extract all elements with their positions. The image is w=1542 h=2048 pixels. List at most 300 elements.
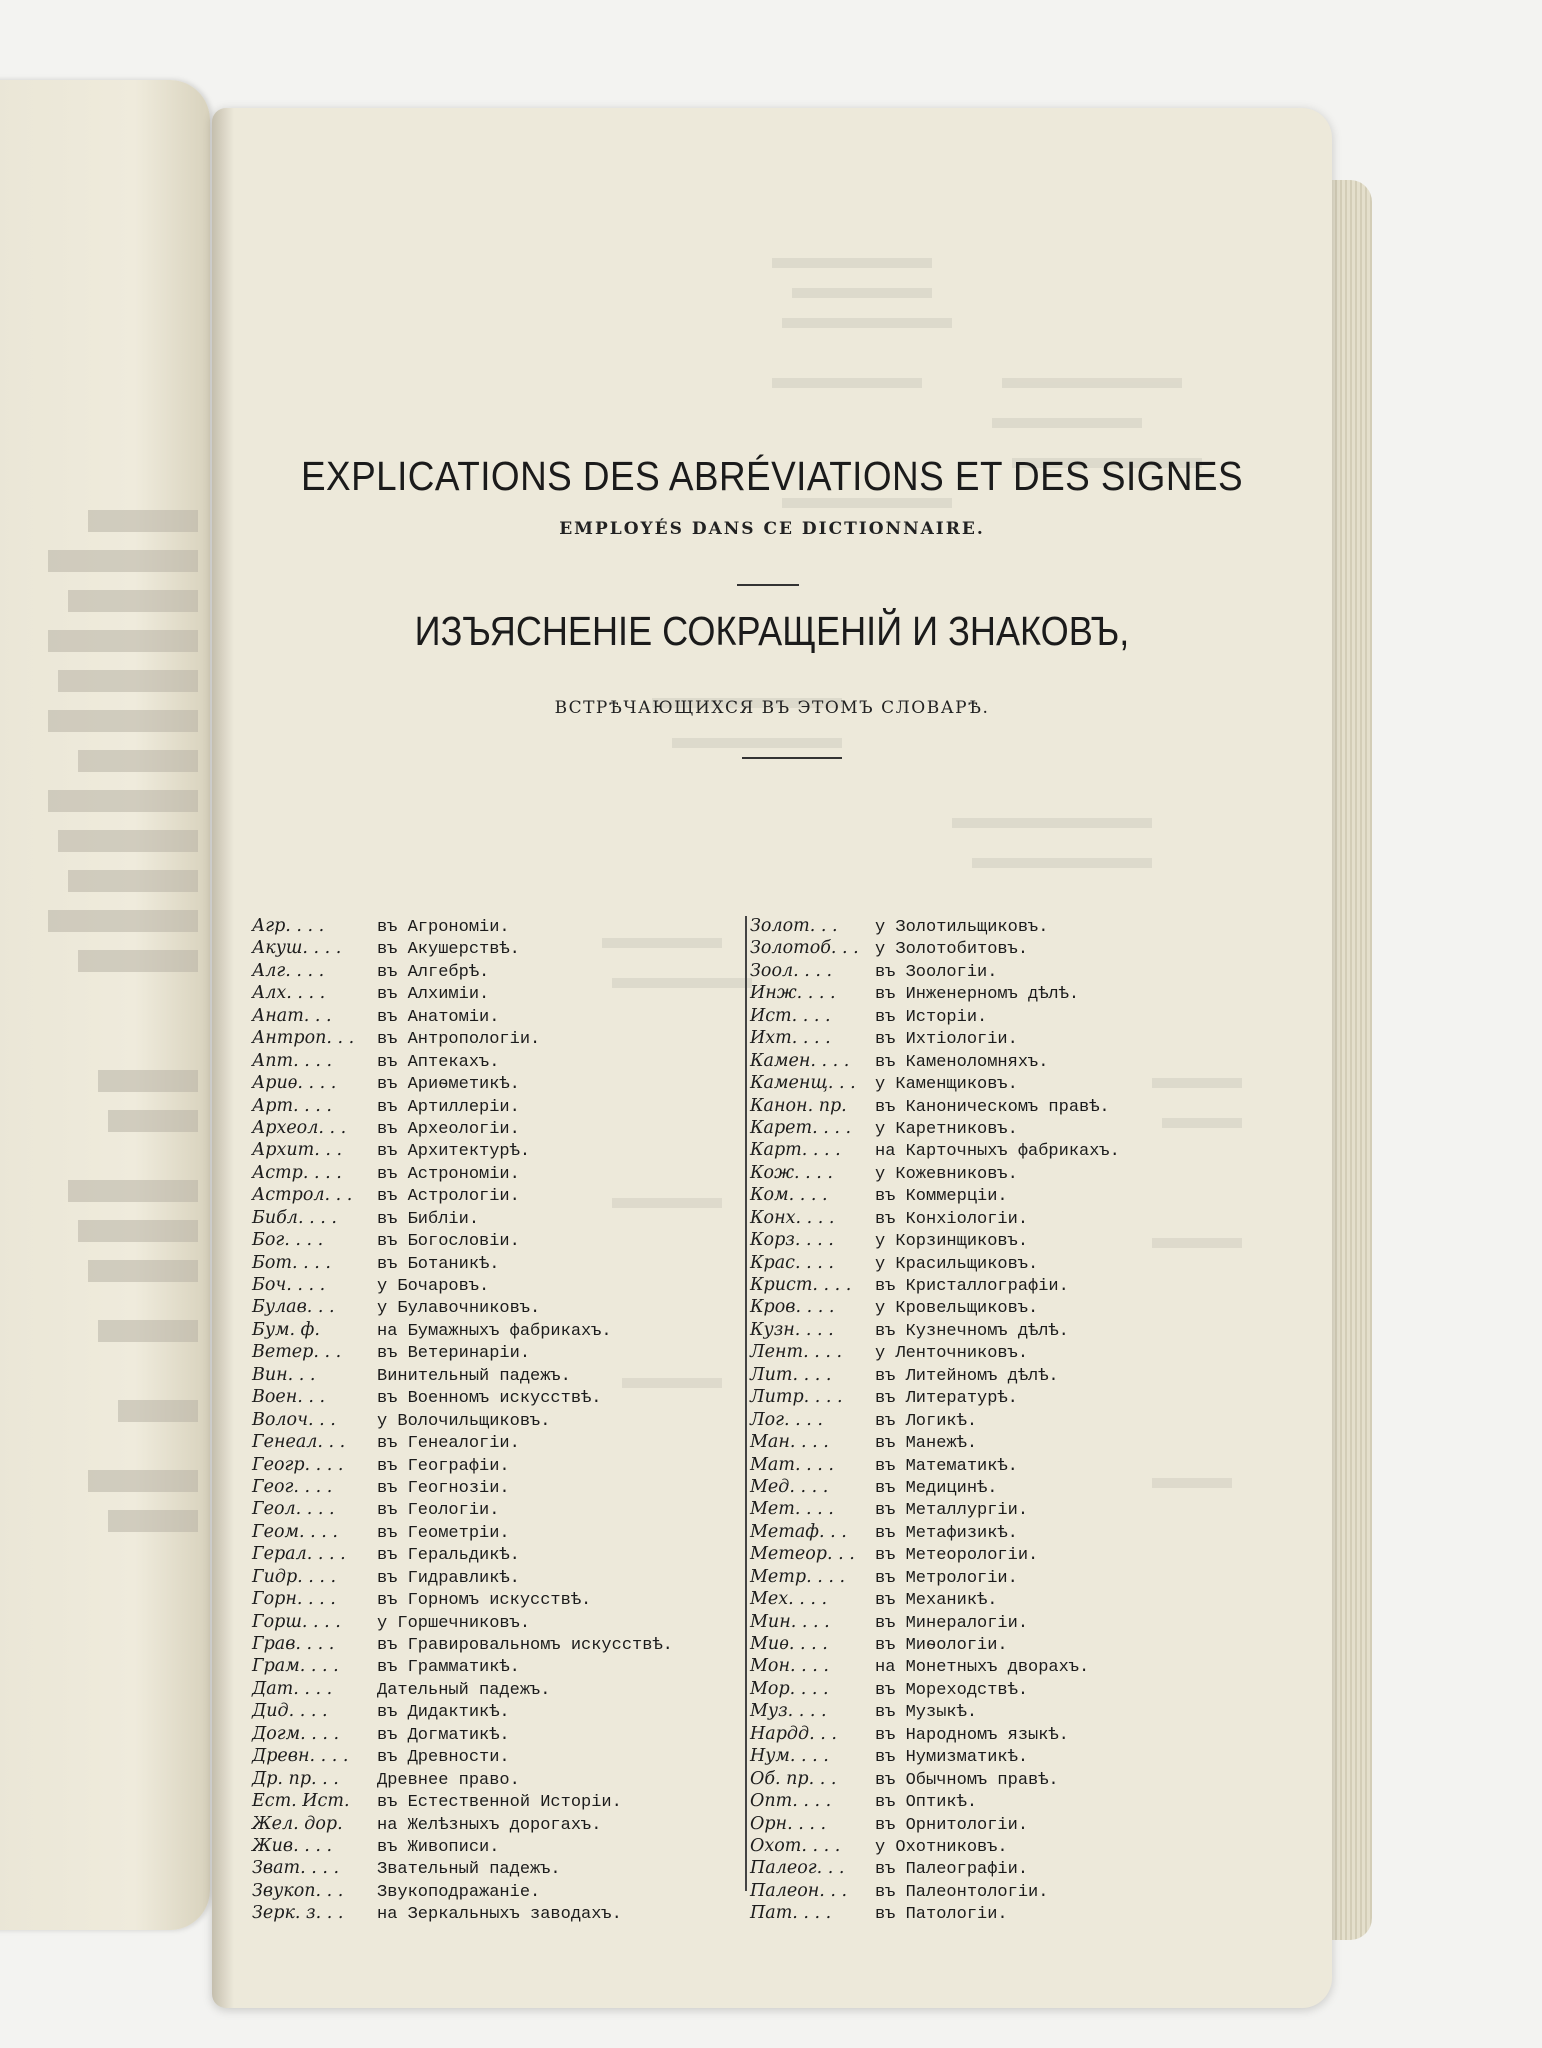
- abbreviation-meaning: въ Артиллерiи.: [377, 1097, 520, 1117]
- abbreviation-entry: [252, 1589, 722, 1611]
- page-subtitle-french: EMPLOYÉS DANS CE DICTIONNAIRE.: [559, 519, 985, 539]
- bleed-line: [98, 1070, 198, 1092]
- abbreviation-entry: [252, 1701, 722, 1723]
- bleed-line: [78, 950, 198, 972]
- bleed-line: [118, 1400, 198, 1422]
- abbreviation-entry: [750, 1253, 1220, 1275]
- abbreviation-entry: [750, 916, 1220, 938]
- abbreviation-meaning: въ Математикѣ.: [875, 1456, 1018, 1476]
- abbreviation-meaning: въ Каменоломняхъ.: [875, 1052, 1049, 1072]
- abbreviation-meaning: въ Богословiи.: [377, 1232, 520, 1252]
- abbreviation-entry: [252, 1320, 722, 1342]
- abbreviation-entry: [750, 1365, 1220, 1387]
- abbreviation-meaning: на Зеркальныхъ заводахъ.: [377, 1905, 622, 1925]
- abbreviation-entry: [252, 1432, 722, 1454]
- abbreviation: Звукоп. . .: [252, 1880, 344, 1901]
- abbreviation-entry: [252, 1365, 722, 1387]
- abbreviation-entry: [750, 1858, 1220, 1880]
- abbreviation: Литр. . . .: [750, 1387, 843, 1408]
- abbreviation: Древн. . . .: [252, 1746, 349, 1767]
- abbreviation-entry: [750, 1275, 1220, 1297]
- abbreviation: Ист. . . .: [750, 1005, 831, 1026]
- abbreviation-meaning: въ Алхимiи.: [377, 985, 490, 1005]
- abbreviation-meaning: въ Гравировальномъ искусствѣ.: [377, 1636, 673, 1655]
- abbreviation-list-right: [750, 916, 1220, 1926]
- abbreviation-meaning: въ Антропологiи.: [377, 1030, 541, 1050]
- abbreviation-meaning: въ Минералогiи.: [875, 1613, 1029, 1633]
- abbreviation: Корз. . . .: [750, 1230, 834, 1251]
- abbreviation-entry: [252, 1679, 722, 1701]
- abbreviation: Геол. . . .: [252, 1499, 335, 1520]
- abbreviation: Зват. . . .: [252, 1858, 340, 1879]
- abbreviation-entry: [750, 1163, 1220, 1185]
- abbreviation-meaning: въ Агрономiи.: [377, 918, 510, 937]
- abbreviation-meaning: на Бумажныхъ фабрикахъ.: [377, 1321, 612, 1341]
- abbreviation-entry: [750, 1903, 1220, 1925]
- abbreviation: Лент. . . .: [750, 1342, 843, 1363]
- abbreviation: Боч. . . .: [252, 1275, 326, 1295]
- abbreviation-meaning: у Охотниковъ.: [875, 1837, 1008, 1857]
- abbreviation-entry: [252, 1724, 722, 1746]
- abbreviation-entry: [750, 1634, 1220, 1656]
- abbreviation: Геог. . . .: [252, 1476, 333, 1497]
- abbreviation: Геогр. . . .: [252, 1454, 344, 1475]
- gutter-shadow: [212, 108, 234, 2008]
- abbreviation-meaning: въ Генеалогiи.: [377, 1434, 520, 1454]
- abbreviation: Мин. . . .: [750, 1611, 830, 1632]
- abbreviation-meaning: въ Конхiологiи.: [875, 1209, 1029, 1229]
- abbreviation-meaning: въ Ихтiологiи.: [875, 1030, 1018, 1050]
- abbreviation-meaning: въ Географiи.: [377, 1456, 510, 1476]
- abbreviation-meaning: у Каменщиковъ.: [875, 1075, 1018, 1095]
- abbreviation: Ман. . . .: [750, 1432, 829, 1453]
- abbreviation: Дид. . . .: [252, 1701, 328, 1722]
- bleed-line: [68, 1180, 198, 1202]
- abbreviation: Миѳ. . . .: [750, 1634, 828, 1654]
- abbreviation: Ком. . . .: [750, 1185, 828, 1206]
- abbreviation-meaning: въ Метафизикѣ.: [875, 1523, 1018, 1543]
- abbreviation-entry: [252, 1163, 722, 1185]
- abbreviation: Вин. . .: [252, 1364, 316, 1385]
- abbreviation-entry: [750, 1096, 1220, 1118]
- abbreviation: Анат. . .: [252, 1005, 332, 1026]
- abbreviation: Агр. . . .: [252, 916, 325, 936]
- abbreviation: Палеон. . .: [750, 1880, 848, 1901]
- abbreviation-entry: [252, 1814, 722, 1836]
- abbreviation-entry: [252, 1297, 722, 1319]
- abbreviation-entry: [750, 1342, 1220, 1364]
- abbreviation-meaning: Звательный падежъ.: [377, 1860, 561, 1880]
- abbreviation-meaning: въ Естественной Исторiи.: [377, 1793, 622, 1813]
- abbreviation: Гидр. . . .: [252, 1566, 337, 1587]
- bleed-line: [48, 630, 198, 652]
- abbreviation: Мон. . . .: [750, 1656, 829, 1677]
- abbreviation: Мед. . . .: [750, 1476, 829, 1497]
- abbreviation: Геом. . . .: [252, 1521, 338, 1542]
- abbreviation-meaning: въ Миѳологiи.: [875, 1636, 1008, 1655]
- abbreviation-entry: [252, 1881, 722, 1903]
- bleed-line: [88, 1260, 198, 1282]
- abbreviation: Антроп. . .: [252, 1028, 355, 1049]
- abbreviation: Палеог. . .: [750, 1858, 845, 1879]
- abbreviation-entry: [252, 1096, 722, 1118]
- abbreviation-entry: [252, 1028, 722, 1050]
- abbreviation-entry: [750, 1724, 1220, 1746]
- abbreviation-meaning: въ Палеонтологiи.: [875, 1882, 1049, 1902]
- abbreviation-meaning: въ Медицинѣ.: [875, 1478, 998, 1498]
- abbreviation-entry: [750, 1387, 1220, 1409]
- abbreviation-meaning: на Желѣзныхъ дорогахъ.: [377, 1815, 602, 1835]
- abbreviation-meaning: въ Кузнечномъ дѣлѣ.: [875, 1321, 1069, 1341]
- abbreviation-entry: [252, 1051, 722, 1073]
- abbreviation-meaning: въ Зоологiи.: [875, 962, 998, 982]
- abbreviation-entry: [750, 983, 1220, 1005]
- abbreviation-entry: [750, 961, 1220, 983]
- abbreviation-meaning: въ Коммерцiи.: [875, 1187, 1008, 1207]
- abbreviation: Грам. . . .: [252, 1656, 339, 1677]
- abbreviation-entry: [252, 1387, 722, 1409]
- abbreviation-meaning: Винительный падежъ.: [377, 1366, 571, 1386]
- abbreviation-entry: [750, 1477, 1220, 1499]
- abbreviation-meaning: у Золотильщиковъ.: [875, 918, 1049, 937]
- abbreviation: Об. пр. . .: [750, 1768, 837, 1789]
- abbreviation-entry: [252, 1903, 722, 1925]
- abbreviation-entry: [252, 1140, 722, 1162]
- abbreviation-entry: [750, 1432, 1220, 1454]
- abbreviation-meaning: въ Древности.: [377, 1748, 510, 1768]
- abbreviation: Карт. . . .: [750, 1140, 841, 1161]
- abbreviation-meaning: въ Археологiи.: [377, 1119, 520, 1139]
- abbreviation: Охот. . . .: [750, 1835, 841, 1856]
- abbreviation: Ест. Ист.: [252, 1791, 350, 1812]
- abbreviation-meaning: у Кожевниковъ.: [875, 1164, 1018, 1184]
- bleed-line: [78, 1220, 198, 1242]
- abbreviation-meaning: въ Геральдикѣ.: [377, 1546, 520, 1566]
- abbreviation-entry: [750, 1073, 1220, 1095]
- abbreviation: Пат. . . .: [750, 1903, 832, 1924]
- page-stack-edge: [1332, 180, 1372, 1940]
- abbreviation-meaning: въ Мореходствѣ.: [875, 1680, 1029, 1700]
- abbreviation: Канон. пр.: [750, 1095, 847, 1116]
- abbreviation-entry: [252, 1858, 722, 1880]
- abbreviation-meaning: въ Анатомiи.: [377, 1007, 500, 1027]
- abbreviation-entry: [252, 1253, 722, 1275]
- abbreviation: Золот. . .: [750, 916, 838, 936]
- abbreviation-entry: [750, 1297, 1220, 1319]
- abbreviation-entry: [750, 1679, 1220, 1701]
- abbreviation-meaning: въ Дидактикѣ.: [377, 1703, 510, 1723]
- abbreviation-meaning: въ Ботаникѣ.: [377, 1254, 500, 1274]
- abbreviation-meaning: въ Архитектурѣ.: [377, 1142, 531, 1162]
- abbreviation-entry: [252, 1342, 722, 1364]
- bleed-line: [48, 790, 198, 812]
- abbreviation: Каменщ. . .: [750, 1073, 856, 1094]
- abbreviation-meaning: въ Механикѣ.: [875, 1591, 998, 1611]
- abbreviation-entry: [252, 1836, 722, 1858]
- bleed-line: [108, 1110, 198, 1132]
- abbreviation: Воен. . .: [252, 1387, 326, 1408]
- abbreviation-entry: [750, 1656, 1220, 1678]
- abbreviation-meaning: на Монетныхъ дворахъ.: [875, 1658, 1090, 1678]
- abbreviation-entry: [750, 1881, 1220, 1903]
- abbreviation-list-left: [252, 916, 722, 1926]
- abbreviation: Ихт. . . .: [750, 1028, 831, 1049]
- abbreviation-entry: [252, 1612, 722, 1634]
- abbreviation: Дат. . . .: [252, 1678, 333, 1699]
- abbreviation: Лит. . . .: [750, 1364, 832, 1385]
- abbreviation: Бот. . . .: [252, 1252, 331, 1273]
- abbreviation: Инж. . . .: [750, 983, 836, 1004]
- abbreviation-meaning: въ Военномъ искусствѣ.: [377, 1389, 602, 1409]
- abbreviation-meaning: въ Исторiи.: [875, 1007, 988, 1027]
- abbreviation: Астр. . . .: [252, 1162, 342, 1183]
- bleed-line: [58, 670, 198, 692]
- abbreviation-entry: [252, 1118, 722, 1140]
- heading-rule: [737, 584, 799, 586]
- bleed-line: [68, 590, 198, 612]
- abbreviation-meaning: въ Грамматикѣ.: [377, 1658, 520, 1678]
- page-title-russian: ИЗЪЯСНЕНIЕ СОКРАЩЕНIЙ И ЗНАКОВЪ,: [414, 608, 1130, 654]
- abbreviation-entry: [750, 1791, 1220, 1813]
- abbreviation: Горн. . . .: [252, 1589, 336, 1610]
- abbreviation-entry: [252, 1230, 722, 1252]
- abbreviation-meaning: въ Метрологiи.: [875, 1568, 1018, 1588]
- abbreviation: Кузн. . . .: [750, 1319, 834, 1340]
- abbreviation-entry: [750, 1746, 1220, 1768]
- abbreviation-entry: [252, 1275, 722, 1297]
- abbreviation-entry: [750, 1051, 1220, 1073]
- abbreviation: Архит. . .: [252, 1140, 343, 1161]
- abbreviation-meaning: въ Ветеринарiи.: [377, 1344, 531, 1364]
- abbreviation: Арт. . . .: [252, 1095, 332, 1116]
- abbreviation-meaning: у Ленточниковъ.: [875, 1344, 1029, 1364]
- abbreviation-meaning: у Бочаровъ.: [377, 1277, 490, 1296]
- abbreviation: Волоч. . .: [252, 1409, 336, 1430]
- abbreviation-entry: [252, 1208, 722, 1230]
- abbreviation: Др. пр. . .: [252, 1768, 339, 1789]
- abbreviation-meaning: въ Музыкѣ.: [875, 1703, 978, 1723]
- abbreviation-entry: [750, 1836, 1220, 1858]
- abbreviation-meaning: въ Орнитологiи.: [875, 1815, 1029, 1835]
- abbreviation-entry: [750, 1118, 1220, 1140]
- abbreviation-meaning: въ Геологiи.: [377, 1501, 500, 1521]
- abbreviation-meaning: въ Манежѣ.: [875, 1434, 978, 1454]
- abbreviation-entry: [252, 1522, 722, 1544]
- abbreviation-meaning: у Волочильщиковъ.: [377, 1411, 551, 1431]
- abbreviation: Герал. . . .: [252, 1544, 346, 1565]
- abbreviation-meaning: у Булавочниковъ.: [377, 1299, 541, 1319]
- abbreviation: Мех. . . .: [750, 1589, 828, 1610]
- abbreviation: Алх. . . .: [252, 983, 326, 1004]
- abbreviation-meaning: въ Живописи.: [377, 1837, 500, 1857]
- bleed-line: [48, 710, 198, 732]
- abbreviation: Археол. . .: [252, 1117, 347, 1138]
- abbreviation: Золотоб. . .: [750, 938, 859, 959]
- abbreviation-meaning: у Горшечниковъ.: [377, 1613, 531, 1633]
- abbreviation: Конх. . . .: [750, 1207, 835, 1228]
- abbreviation: Алг. . . .: [252, 960, 325, 981]
- abbreviation: Метр. . . .: [750, 1566, 846, 1587]
- abbreviation-meaning: въ Кристаллографiи.: [875, 1277, 1069, 1296]
- abbreviation-meaning: въ Каноническомъ правѣ.: [875, 1097, 1110, 1117]
- abbreviation-entry: [252, 1477, 722, 1499]
- bleed-line: [58, 830, 198, 852]
- abbreviation-entry: [252, 1567, 722, 1589]
- abbreviation-meaning: въ Литейномъ дѣлѣ.: [875, 1366, 1059, 1386]
- abbreviation-entry: [252, 1746, 722, 1768]
- abbreviation-entry: [252, 983, 722, 1005]
- abbreviation-meaning: въ Инженерномъ дѣлѣ.: [875, 985, 1080, 1005]
- abbreviation-entry: [252, 916, 722, 938]
- abbreviation: Метеор. . .: [750, 1544, 855, 1565]
- abbreviation: Апт. . . .: [252, 1050, 333, 1071]
- abbreviation-entry: [750, 1814, 1220, 1836]
- abbreviation-entry: [750, 1185, 1220, 1207]
- abbreviation-meaning: у Каретниковъ.: [875, 1119, 1018, 1139]
- abbreviation-meaning: въ Оптикѣ.: [875, 1793, 978, 1813]
- abbreviation-entry: [252, 1455, 722, 1477]
- abbreviation-entry: [750, 1769, 1220, 1791]
- heading-rule: [742, 757, 842, 759]
- abbreviation: Муз. . . .: [750, 1701, 827, 1722]
- abbreviation-entry: [750, 1230, 1220, 1252]
- abbreviation-meaning: у Кровельщиковъ.: [875, 1299, 1039, 1319]
- abbreviation-meaning: Звукоподражанiе.: [377, 1882, 541, 1902]
- bleed-line: [68, 870, 198, 892]
- abbreviation: Зоол. . . .: [750, 960, 833, 981]
- abbreviation: Зерк. з. . .: [252, 1903, 344, 1924]
- page-title-french: EXPLICATIONS DES ABRÉVIATIONS ET DES SIGNES: [300, 453, 1244, 499]
- abbreviation: Метаф. . .: [750, 1521, 847, 1542]
- abbreviation-meaning: въ Астрономiи.: [377, 1164, 520, 1184]
- abbreviation-meaning: въ Астрологiи.: [377, 1187, 520, 1207]
- abbreviation: Карет. . . .: [750, 1117, 852, 1138]
- abbreviation: Кров. . . .: [750, 1297, 835, 1318]
- abbreviation-entry: [750, 1455, 1220, 1477]
- abbreviation-entry: [750, 1320, 1220, 1342]
- abbreviation: Акуш. . . .: [252, 938, 342, 959]
- abbreviation-meaning: въ Библiи.: [377, 1209, 480, 1229]
- abbreviation: Крист. . . .: [750, 1275, 852, 1295]
- abbreviation: Жив. . . .: [252, 1835, 333, 1856]
- abbreviation-meaning: въ Аптекахъ.: [377, 1052, 500, 1072]
- abbreviation: Жел. дор.: [252, 1813, 343, 1834]
- abbreviation: Генеал. . .: [252, 1432, 346, 1453]
- abbreviation-meaning: Дательный падежъ.: [377, 1680, 551, 1700]
- abbreviation-meaning: въ Гидравликѣ.: [377, 1568, 520, 1588]
- abbreviation: Кож. . . .: [750, 1162, 833, 1183]
- abbreviation: Астрол. . .: [252, 1185, 353, 1206]
- abbreviation-entry: [252, 1410, 722, 1432]
- book-page: [212, 108, 1332, 2008]
- abbreviation: Нардд. . .: [750, 1723, 837, 1744]
- bleed-line: [48, 910, 198, 932]
- abbreviation: Мет. . . .: [750, 1499, 834, 1520]
- abbreviation-entry: [252, 1544, 722, 1566]
- abbreviation-entry: [750, 1140, 1220, 1162]
- abbreviation: Мат. . . .: [750, 1454, 834, 1475]
- abbreviation: Догм. . . .: [252, 1723, 340, 1744]
- abbreviation-meaning: въ Геогнозiи.: [377, 1478, 510, 1498]
- abbreviation-meaning: въ Металлургiи.: [875, 1501, 1029, 1521]
- abbreviation: Бог. . . .: [252, 1230, 324, 1251]
- abbreviation: Библ. . . .: [252, 1207, 337, 1228]
- abbreviation-entry: [750, 1028, 1220, 1050]
- abbreviation-entry: [750, 1701, 1220, 1723]
- abbreviation: Лог. . . .: [750, 1409, 823, 1430]
- abbreviation: Ариѳ. . . .: [252, 1073, 337, 1094]
- abbreviation-meaning: въ Патологiи.: [875, 1905, 1008, 1925]
- abbreviation: Булав. . .: [252, 1297, 335, 1318]
- abbreviation-meaning: въ Ариѳметикѣ.: [377, 1075, 520, 1095]
- abbreviation-entry: [750, 1006, 1220, 1028]
- abbreviation-meaning: въ Догматикѣ.: [377, 1725, 510, 1745]
- bleed-line: [88, 510, 198, 532]
- abbreviation-entry: [750, 1499, 1220, 1521]
- bleed-line: [88, 1470, 198, 1492]
- abbreviation-entry: [750, 938, 1220, 960]
- abbreviation: Бум. ф.: [252, 1319, 320, 1340]
- abbreviation-meaning: у Золотобитовъ.: [875, 940, 1029, 960]
- abbreviation-entry: [750, 1567, 1220, 1589]
- bleed-line: [78, 750, 198, 772]
- page-subtitle-russian: ВСТРѢЧАЮЩИХСЯ ВЪ ЭТОМЪ СЛОВАРѢ.: [554, 698, 990, 718]
- abbreviation-entry: [750, 1522, 1220, 1544]
- abbreviation: Мор. . . .: [750, 1678, 829, 1699]
- abbreviation-meaning: Древнее право.: [377, 1770, 520, 1790]
- abbreviation-meaning: въ Литературѣ.: [875, 1389, 1018, 1409]
- abbreviation-entry: [252, 961, 722, 983]
- abbreviation-entry: [750, 1612, 1220, 1634]
- abbreviation-entry: [252, 1073, 722, 1095]
- abbreviation-entry: [252, 1791, 722, 1813]
- abbreviation-entry: [252, 1769, 722, 1791]
- abbreviation: Нум. . . .: [750, 1746, 829, 1767]
- abbreviation-entry: [750, 1410, 1220, 1432]
- abbreviation: Грав. . . .: [252, 1634, 335, 1654]
- abbreviation-entry: [252, 938, 722, 960]
- abbreviation-meaning: въ Палеографiи.: [875, 1860, 1029, 1880]
- bleed-line: [98, 1320, 198, 1342]
- abbreviation-entry: [252, 1006, 722, 1028]
- abbreviation-meaning: въ Горномъ искусствѣ.: [377, 1591, 592, 1611]
- abbreviation-entry: [750, 1208, 1220, 1230]
- abbreviation-meaning: въ Обычномъ правѣ.: [875, 1770, 1059, 1790]
- abbreviation-entry: [252, 1185, 722, 1207]
- abbreviation-meaning: въ Метеорологiи.: [875, 1546, 1039, 1566]
- abbreviation: Камен. . . .: [750, 1050, 850, 1071]
- abbreviation-meaning: у Корзинщиковъ.: [875, 1232, 1029, 1252]
- column-divider: [745, 916, 747, 1891]
- abbreviation-entry: [750, 1544, 1220, 1566]
- left-page-edge: [0, 80, 210, 1930]
- abbreviation-meaning: на Карточныхъ фабрикахъ.: [875, 1142, 1120, 1162]
- abbreviation-meaning: въ Нумизматикѣ.: [875, 1748, 1029, 1768]
- abbreviation: Орн. . . .: [750, 1813, 827, 1834]
- abbreviation-entry: [750, 1589, 1220, 1611]
- abbreviation: Горш. . . .: [252, 1611, 341, 1632]
- abbreviation-meaning: въ Акушерствѣ.: [377, 940, 520, 960]
- abbreviation: Ветер. . .: [252, 1342, 342, 1363]
- bleed-line: [48, 550, 198, 572]
- abbreviation-meaning: въ Народномъ языкѣ.: [875, 1725, 1069, 1745]
- bleed-line: [108, 1510, 198, 1532]
- abbreviation: Опт. . . .: [750, 1791, 832, 1812]
- abbreviation-meaning: въ Логикѣ.: [875, 1411, 978, 1431]
- abbreviation-meaning: въ Геометрiи.: [377, 1523, 510, 1543]
- abbreviation-entry: [252, 1499, 722, 1521]
- abbreviation-meaning: у Красильщиковъ.: [875, 1254, 1039, 1274]
